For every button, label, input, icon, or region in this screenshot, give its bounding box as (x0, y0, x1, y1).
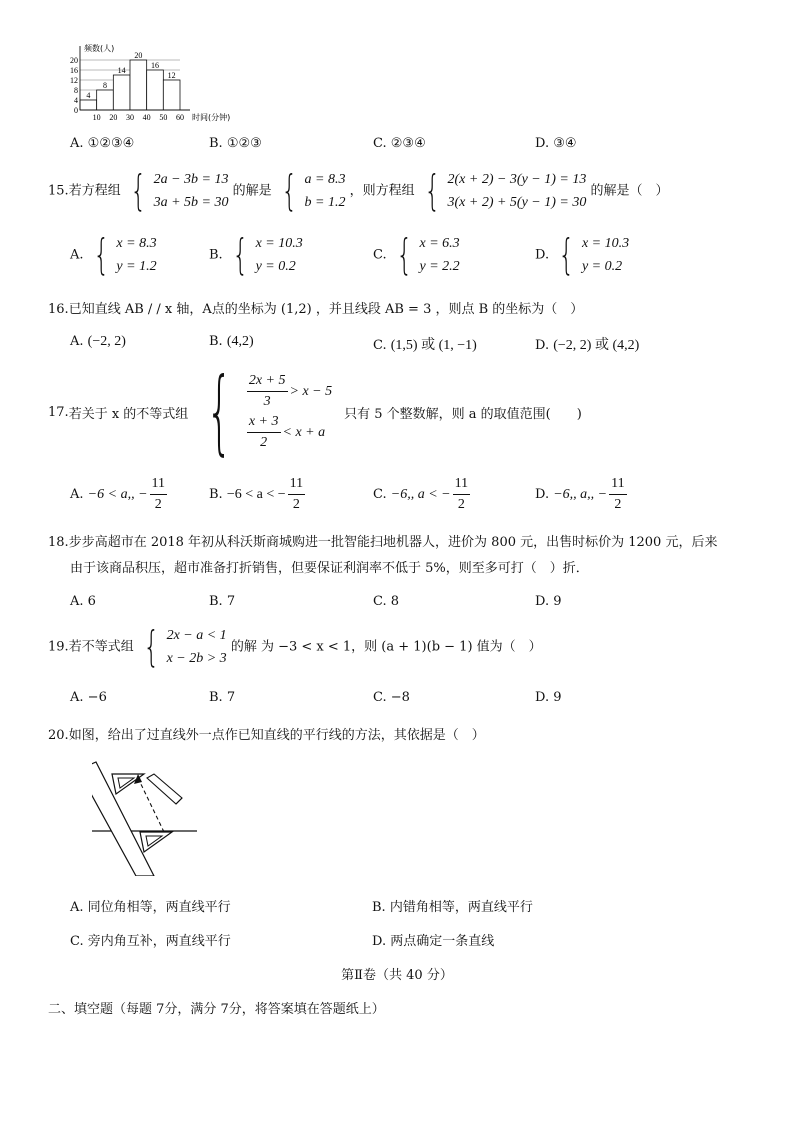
q19-system: { 2x − a < 1 x − 2b > 3 (143, 622, 227, 671)
q19-option-b[interactable]: B. 7 (209, 690, 236, 705)
x-tick-label: 40 (142, 113, 151, 122)
q20-option-d[interactable]: D. 两点确定一条直线 (372, 934, 495, 949)
histogram-bar (130, 60, 147, 110)
question-19: 19.若不等式组 { 2x − a < 1 x − 2b > 3 的解 为 −3 < x < 1，则 (a + 1)(b − 1) 值为（ ） (48, 622, 542, 671)
q15-system-2: { 2(x + 2) − 3(y − 1) = 13 3(x + 2) + 5(y − 1) = 30 (424, 166, 587, 215)
y-tick-label: 12 (70, 76, 78, 85)
q16-option-c[interactable]: C. (1,5) 或 (1, −1) (373, 338, 477, 353)
q14-option-c[interactable]: C. ②③④ (373, 136, 426, 151)
y-tick-label: 16 (70, 66, 78, 75)
q14-option-a[interactable]: A. ①②③④ (70, 136, 135, 151)
q16-option-a[interactable]: A. (−2, 2) (70, 334, 126, 349)
bar-value-label: 4 (86, 91, 91, 100)
question-17: 17. 若关于 x 的不等式组 { $\frac{2x + 5}{3}$ > x − 5 $\frac{x + 3}{2}$ < x + a 只有 5 个整数解，则 a 的取值范围( ) (48, 358, 582, 465)
q19-option-c[interactable]: C. −8 (373, 690, 410, 705)
y-tick-label: 20 (70, 56, 78, 65)
histogram-bar (163, 80, 180, 110)
q17-option-c[interactable]: C. −6,, a < − $\frac{11}{2}$ (373, 476, 469, 512)
q17-option-d[interactable]: D. −6,, a,, − $\frac{11}{2}$ (535, 476, 625, 512)
bar-value-label: 14 (117, 66, 126, 75)
q20-option-a[interactable]: A. 同位角相等，两直线平行 (70, 900, 231, 915)
set-square-bottom (140, 832, 172, 852)
x-tick-label: 60 (176, 113, 184, 122)
section-heading: 二、填空题（每题 7分，满分 7分，将答案填在答题纸上） (48, 1002, 385, 1017)
q19-option-d[interactable]: D. 9 (535, 690, 562, 705)
y-tick-label: 8 (74, 86, 78, 95)
q18-option-d[interactable]: D. 9 (535, 594, 562, 609)
x-tick-label: 20 (109, 113, 118, 122)
q17-system: { $\frac{2x + 5}{3}$ > x − 5 $\frac{x + 3}{2}$ < x + a (206, 358, 333, 465)
q14-option-d[interactable]: D. ③④ (535, 136, 577, 151)
q16-option-b[interactable]: B. (4,2) (209, 334, 254, 349)
histogram-chart (62, 42, 262, 122)
question-18-line-2: 由于该商品积压，超市准备打折销售，但要保证利润率不低于 5%，则至多可打（ ）折． (70, 561, 589, 576)
bar-value-label: 8 (103, 81, 107, 90)
q16-option-d[interactable]: D. (−2, 2) 或 (4,2) (535, 338, 640, 353)
q17-option-b[interactable]: B. −6 < a < − $\frac{11}{2}$ (209, 476, 304, 512)
q15-option-b[interactable]: B. { x = 10.3 y = 0.2 (209, 230, 303, 279)
q18-option-a[interactable]: A. 6 (70, 594, 96, 609)
parallel-construction-figure (92, 756, 202, 876)
x-tick-label: 10 (92, 113, 101, 122)
histogram-bar (147, 70, 164, 110)
q15-option-c[interactable]: C. { x = 6.3 y = 2.2 (373, 230, 460, 279)
histogram-bar (113, 75, 130, 110)
q20-option-c[interactable]: C. 旁内角互补，两直线平行 (70, 934, 231, 949)
q14-option-b[interactable]: B. ①②③ (209, 136, 262, 151)
q18-option-c[interactable]: C. 8 (373, 594, 400, 609)
x-tick-label: 30 (126, 113, 134, 122)
bar-value-label: 12 (167, 71, 176, 80)
pencil-icon (147, 774, 182, 804)
q15-option-a[interactable]: A. { x = 8.3 y = 1.2 (70, 230, 157, 279)
question-16: 16.已知直线 AB / / x 轴，A点的坐标为 (1,2) ，并且线段 AB = 3 ，则点 B 的坐标为（ ） (48, 302, 584, 317)
histogram-bar (80, 100, 97, 110)
question-20: 20.如图，给出了过直线外一点作已知直线的平行线的方法，其依据是（ ） (48, 728, 485, 743)
y-axis-label: 频数(人) (84, 44, 115, 53)
q15-option-d[interactable]: D. { x = 10.3 y = 0.2 (535, 230, 630, 279)
x-tick-label: 50 (159, 113, 168, 122)
q15-system-1: { 2a − 3b = 13 3a + 5b = 30 (130, 166, 229, 215)
bar-value-label: 16 (151, 61, 159, 70)
y-tick-label: 0 (74, 106, 78, 115)
question-15: 15.若方程组 { 2a − 3b = 13 3a + 5b = 30 的解是 { a = 8.3 b = 1.2 ，则方程组 { 2(x + 2) − 3(y − 1) = 13 3(x + 2) + 5(y − 1) = 30 的解是（ ） (48, 166, 669, 215)
x-axis-label: 时间(分钟) (192, 113, 231, 122)
bar-value-label: 20 (134, 51, 143, 60)
q20-option-b[interactable]: B. 内错角相等，两直线平行 (372, 900, 533, 915)
y-tick-label: 4 (74, 96, 78, 105)
q17-option-a[interactable]: A. −6 < a,, − $\frac{11}{2}$ (70, 476, 165, 512)
q15-solution: { a = 8.3 b = 1.2 (281, 166, 346, 215)
q19-option-a[interactable]: A. −6 (70, 690, 107, 705)
volume-title: 第Ⅱ卷（共 40 分） (341, 968, 453, 983)
question-18: 18.步步高超市在 2018 年初从科沃斯商城购进一批智能扫地机器人，进价为 800 元，出售时标价为 1200 元，后来 (48, 535, 718, 550)
histogram-bar (97, 90, 114, 110)
q18-option-b[interactable]: B. 7 (209, 594, 236, 609)
